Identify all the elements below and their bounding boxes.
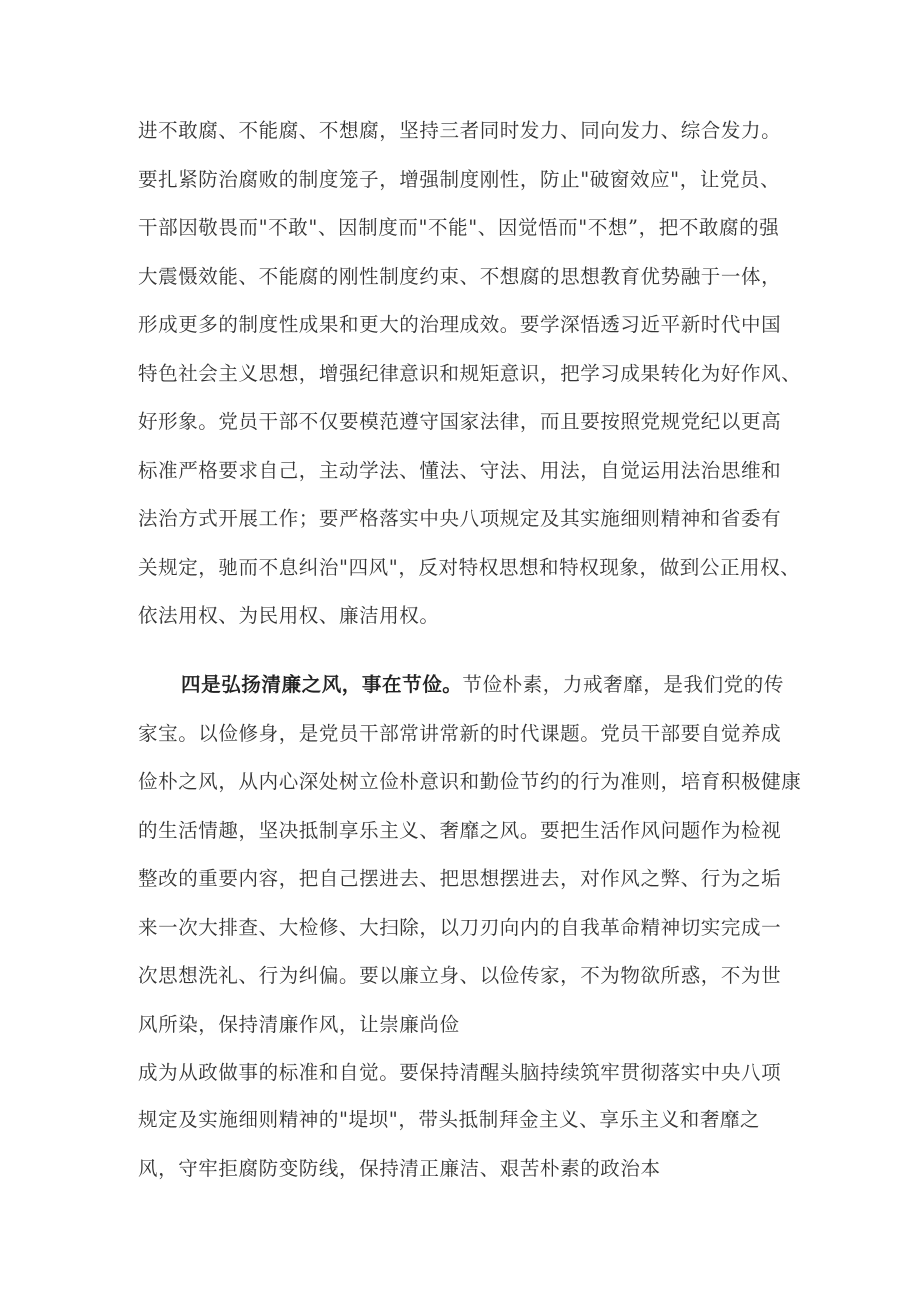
- text-line: 干部因敬畏而"不敢"、因制度而"不能"、因觉悟而"不想”，把不敢腐的强: [138, 216, 780, 239]
- paragraph-heading: 四是弘扬清廉之风，事在节俭。: [181, 673, 463, 696]
- text-line: 规定及实施细则精神的"堤坝"，带头抵制拜金主义、享乐主义和奢靡之: [138, 1108, 761, 1131]
- text-line: 标准严格要求自己，主动学法、懂法、守法、用法，自觉运用法治思维和: [138, 459, 782, 482]
- text-line: 特色社会主义思想，增强纪律意识和规矩意识，把学习成果转化为好作风、: [138, 362, 802, 385]
- text-line: 大震慑效能、不能腐的刚性制度约束、不想腐的思想教育优势融于一体，: [138, 265, 782, 288]
- text-line: 法治方式开展工作；要严格落实中央八项规定及其实施细则精神和省委有: [138, 507, 782, 530]
- text-line: 关规定，驰而不息纠治"四风"，反对特权思想和特权现象，做到公正用权、: [138, 556, 801, 579]
- text-span: 节俭朴素，力戒奢靡，是我们党的传: [462, 673, 785, 696]
- text-line: 来一次大排查、大检修、大扫除，以刀刃向内的自我革命精神切实完成一: [138, 916, 782, 939]
- text-line: 次思想洗礼、行为纠偏。要以廉立身、以俭传家，不为物欲所惑，不为世: [138, 964, 782, 987]
- text-line: 家宝。以俭修身，是党员干部常讲常新的时代课题。党员干部要自觉养成: [138, 722, 782, 745]
- text-line: 形成更多的制度性成果和更大的治理成效。要学深悟透习近平新时代中国: [138, 313, 782, 336]
- text-line: 整改的重要内容，把自己摆进去、把思想摆进去，对作风之弊、行为之垢: [138, 867, 782, 890]
- text-line: 风，守牢拒腐防变防线，保持清正廉洁、艰苦朴素的政治本: [138, 1157, 661, 1180]
- text-line: 风所染，保持清廉作风，让崇廉尚俭: [138, 1013, 460, 1036]
- text-line: 好形象。党员干部不仅要模范遵守国家法律，而且要按照党规党纪以更高: [138, 410, 782, 433]
- text-line: 俭朴之风，从内心深处树立俭朴意识和勤俭节约的行为准则，培育积极健康: [138, 770, 802, 793]
- text-line: 依法用权、为民用权、廉洁用权。: [138, 604, 440, 627]
- text-line: 成为从政做事的标准和自觉。要保持清醒头脑持续筑牢贯彻落实中央八项: [138, 1061, 782, 1084]
- text-line: 进不敢腐、不能腐、不想腐，坚持三者同时发力、同向发力、综合发力。: [138, 119, 782, 142]
- paragraph-first-line: [181, 672, 784, 698]
- text-line: 要扎紧防治腐败的制度笼子，增强制度刚性，防止"破窗效应"，让党员、: [138, 168, 781, 191]
- text-line: 的生活情趣，坚决抵制享乐主义、奢靡之风。要把生活作风问题作为检视: [138, 819, 782, 842]
